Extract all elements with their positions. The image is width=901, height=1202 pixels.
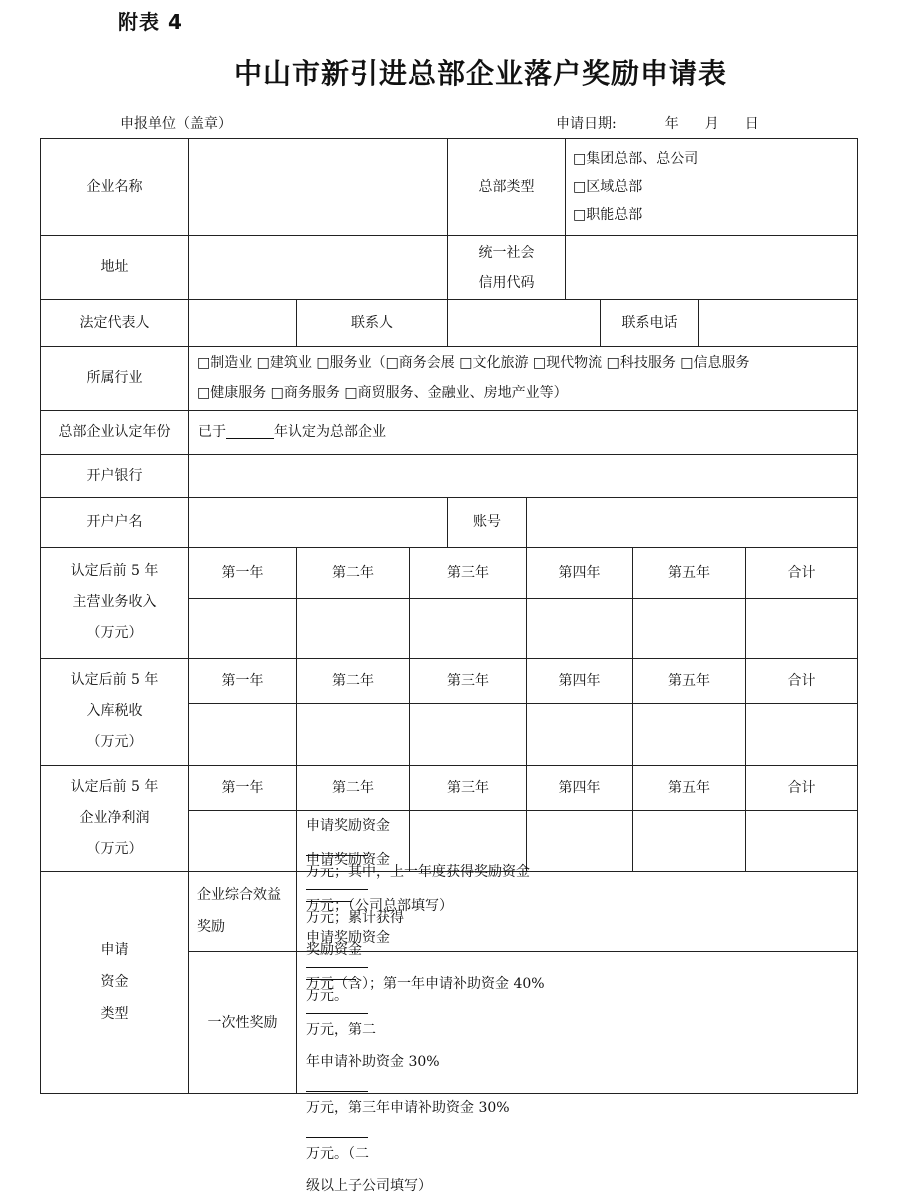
address-label: 地址: [100, 259, 129, 275]
one-time-text: 万元（含）；第一年申请补助资金 40%: [306, 975, 545, 992]
section-label-line: （万元）: [86, 840, 143, 857]
section-label-line: （万元）: [86, 625, 143, 641]
tax-section-label: [41, 658, 188, 765]
industry-options-line: □制造业 □建筑业 □服务业（□商务会展 □文化旅游 □现代物流 □科技服务 □信息服务: [197, 355, 750, 371]
profit-total-input[interactable]: [746, 811, 857, 871]
comprehensive-text: 万元；其中，上一年度获得奖励资金: [306, 864, 530, 880]
comprehensive-text: 万元。: [306, 988, 348, 1004]
credit-code-field[interactable]: [566, 235, 857, 299]
account-number-label: 账号: [473, 514, 501, 530]
appendix-label: 附表 4: [118, 10, 183, 34]
profit-section-label: [41, 765, 188, 871]
account-number-field[interactable]: [527, 497, 857, 547]
contact-person-field[interactable]: [448, 299, 600, 346]
tax-year-4-input[interactable]: [527, 704, 632, 765]
section-label-line: 认定后前 5 年: [70, 672, 159, 688]
revenue-year-3-input[interactable]: [410, 599, 526, 658]
application-form-table: [40, 138, 858, 1194]
funding-type-label-line: 申请: [100, 942, 129, 958]
tax-year-5-input[interactable]: [633, 704, 745, 765]
comprehensive-reward-label: [197, 871, 296, 951]
contact-phone-label: 联系电话: [621, 314, 678, 331]
account-name-field[interactable]: [189, 497, 447, 547]
one-time-text: 万元，第三年申请补助资金 30%: [306, 1099, 510, 1116]
one-time-reward-line: [306, 844, 453, 922]
date-day: 日: [744, 116, 759, 132]
profit-year-1-header: 第一年: [221, 779, 264, 796]
date-label: 申请日期:: [556, 116, 617, 132]
comprehensive-text: 万元；累计获得: [306, 910, 404, 926]
tax-year-1-input[interactable]: [189, 704, 296, 765]
grid-line: [296, 871, 297, 1093]
revenue-section-label: [41, 547, 188, 658]
credit-code-label-line: 统一社会: [478, 245, 535, 261]
tax-year-4-header: 第四年: [558, 672, 601, 689]
tax-total-input[interactable]: [746, 704, 857, 765]
one-time-text: 申请奖励资金: [306, 851, 390, 868]
account-name-label: 开户户名: [86, 514, 143, 530]
legal-representative-field[interactable]: [189, 299, 296, 346]
tax-year-3-input[interactable]: [410, 704, 526, 765]
applicant-unit-label: 申报单位（盖章）: [120, 116, 232, 132]
revenue-year-4-input[interactable]: [527, 599, 632, 658]
bank-field[interactable]: [189, 454, 857, 497]
funding-type-label: [41, 871, 188, 1093]
tax-year-2-input[interactable]: [297, 704, 409, 765]
date-month: 月: [704, 116, 719, 132]
hq-type-options: [573, 145, 853, 229]
profit-year-4-header: 第四年: [558, 779, 601, 796]
one-time-reward-line: [306, 1046, 510, 1170]
section-label-line: 认定后前 5 年: [70, 563, 159, 579]
company-name-label: 企业名称: [86, 179, 143, 195]
revenue-total-header: 合计: [787, 564, 816, 581]
application-date: [556, 113, 759, 133]
section-label-line: （万元）: [86, 734, 143, 750]
credit-code-label: [448, 239, 565, 297]
cert-prefix: 已于: [198, 424, 226, 440]
one-time-text: 申请奖励资金: [306, 929, 390, 946]
comprehensive-text: 申请奖励资金: [306, 818, 390, 834]
tax-year-2-header: 第二年: [332, 672, 374, 689]
legal-representative-label: 法定代表人: [79, 314, 150, 331]
comprehensive-reward-label-line: 奖励: [197, 919, 225, 935]
subsidiary-reward-amount-blank[interactable]: [306, 954, 368, 968]
revenue-year-3-header: 第三年: [447, 564, 489, 581]
one-time-text: 万元，第二: [306, 1021, 376, 1038]
revenue-year-2-input[interactable]: [297, 599, 409, 658]
contact-phone-field[interactable]: [699, 299, 857, 346]
hq-option-regional[interactable]: □区域总部: [573, 179, 643, 195]
section-label-line: 入库税收: [86, 703, 143, 719]
revenue-year-4-header: 第四年: [558, 564, 601, 581]
tax-year-3-header: 第三年: [447, 672, 489, 689]
one-time-text: 年申请补助资金 30%: [306, 1053, 440, 1070]
tax-total-header: 合计: [787, 672, 816, 689]
date-year: 年: [664, 116, 679, 132]
hq-option-group[interactable]: □集团总部、总公司: [573, 151, 699, 167]
revenue-year-1-header: 第一年: [221, 564, 264, 581]
third-year-subsidy-blank[interactable]: [306, 1124, 368, 1138]
section-label-line: 企业净利润: [79, 809, 150, 826]
profit-year-5-header: 第五年: [668, 779, 710, 796]
company-name-field[interactable]: [189, 139, 447, 235]
hq-reward-amount-blank[interactable]: [306, 876, 368, 890]
one-time-text: 万元；（公司总部填写）: [306, 897, 453, 914]
address-field[interactable]: [189, 235, 447, 299]
revenue-year-1-input[interactable]: [189, 599, 296, 658]
bank-label: 开户银行: [86, 467, 143, 484]
profit-total-header: 合计: [787, 779, 816, 796]
second-year-subsidy-blank[interactable]: [306, 1078, 368, 1092]
profit-year-5-input[interactable]: [633, 811, 745, 871]
contact-person-label: 联系人: [351, 314, 393, 331]
hq-type-label: 总部类型: [478, 179, 535, 195]
revenue-total-input[interactable]: [746, 599, 857, 658]
certification-year-blank[interactable]: [226, 425, 274, 439]
first-year-subsidy-blank[interactable]: [306, 1000, 368, 1014]
hq-option-functional[interactable]: □职能总部: [573, 207, 643, 223]
tax-year-1-header: 第一年: [221, 672, 264, 689]
comprehensive-text: 奖励资金: [306, 942, 362, 958]
profit-year-2-header: 第二年: [332, 779, 374, 796]
profit-year-3-header: 第三年: [447, 779, 489, 796]
profit-year-4-input[interactable]: [527, 811, 632, 871]
section-label-line: 主营业务收入: [72, 594, 157, 610]
comprehensive-reward-label-line: 企业综合效益: [197, 887, 281, 903]
funding-type-label-line: 类型: [100, 1006, 129, 1022]
section-label-line: 认定后前 5 年: [70, 778, 159, 795]
one-time-reward-line: [306, 922, 545, 1046]
industry-options[interactable]: [197, 348, 857, 408]
one-time-text: 万元。（二: [306, 1145, 369, 1162]
one-time-text: 级以上子公司填写）: [306, 1177, 432, 1194]
industry-label: 所属行业: [86, 370, 143, 386]
credit-code-label-line: 信用代码: [478, 275, 535, 291]
revenue-year-5-header: 第五年: [668, 564, 710, 581]
one-time-reward-label: 一次性奖励: [207, 1014, 278, 1031]
one-time-reward-line: [306, 1170, 432, 1202]
cert-suffix: 年认定为总部企业: [274, 424, 386, 440]
certification-year-statement: [198, 410, 848, 454]
page-title: 中山市新引进总部企业落户奖励申请表: [233, 57, 727, 90]
funding-type-label-line: 资金: [100, 974, 129, 990]
revenue-year-5-input[interactable]: [633, 599, 745, 658]
certification-year-label: 总部企业认定年份: [58, 424, 171, 440]
profit-year-1-input[interactable]: [189, 811, 296, 871]
tax-year-5-header: 第五年: [668, 672, 710, 689]
revenue-year-2-header: 第二年: [332, 564, 374, 581]
industry-options-line: □健康服务 □商务服务 □商贸服务、金融业、房地产业等）: [197, 385, 568, 401]
